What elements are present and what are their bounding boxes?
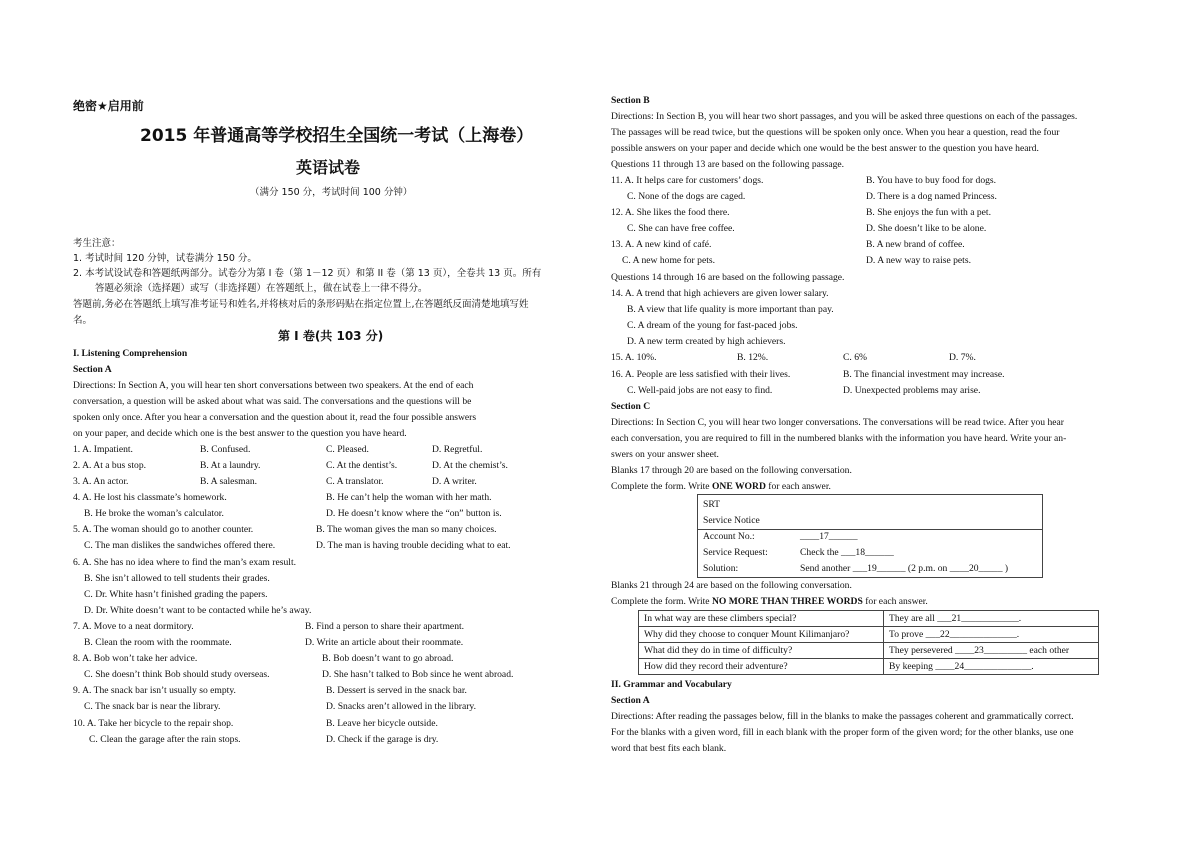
form-instruction xyxy=(611,479,831,495)
directions-line: The passages will be read twice, but the questions will be spoken only once. When you hear a question, read the four xyxy=(611,127,1060,138)
part2-heading: II. Grammar and Vocabulary xyxy=(611,679,732,690)
notice-line: 名。 xyxy=(73,315,93,326)
option: B. The financial investment may increase. xyxy=(843,369,1005,380)
part2-section-heading: Section A xyxy=(611,695,650,706)
option: D. There is a dog named Princess. xyxy=(866,191,997,202)
directions-line: each conversation, you are required to fill in the numbered blanks with the information you have heard. Write your an- xyxy=(611,433,1067,444)
option: C. 6% xyxy=(843,352,867,363)
option: D. A writer. xyxy=(432,476,477,487)
blank-19-20[interactable]: Send another ___19______ (2 p.m. on ____20_____ ) xyxy=(800,563,1009,574)
climbers-form xyxy=(638,610,1099,675)
option: B. Dessert is served in the snack bar. xyxy=(326,685,467,696)
notice-line: 答题必须涂（选择题）或写（非选择题）在答题纸上，做在试卷上一律不得分。 xyxy=(95,283,428,294)
blank-17[interactable]: ____17______ xyxy=(800,531,858,542)
directions-line: possible answers on your paper and decide which one would be the best answer to the question you have heard. xyxy=(611,143,1039,154)
option: C. The snack bar is near the library. xyxy=(84,701,221,712)
notice-line: 1. 考试时间 120 分钟，试卷满分 150 分。 xyxy=(73,253,257,264)
directions-line: Directions: In Section C, you will hear two longer conversations. The conversations will be read twice. After you hear xyxy=(611,417,1065,428)
table-row xyxy=(639,659,1099,675)
option: 7. A. Move to a neat dormitory. xyxy=(73,621,194,632)
option: D. Regretful. xyxy=(432,444,483,455)
form-instruction xyxy=(611,594,928,610)
exam-note: （满分 150 分，考试时间 100 分钟） xyxy=(250,187,413,198)
option: C. A new home for pets. xyxy=(622,255,715,266)
option: C. At the dentist’s. xyxy=(326,460,398,471)
instr-text: Complete the form. Write xyxy=(611,481,712,492)
directions-line: Directions: In Section A, you will hear ten short conversations between two speakers. At the end of each xyxy=(73,380,474,391)
option: 3. A. An actor. xyxy=(73,476,129,487)
option: 12. A. She likes the food there. xyxy=(611,207,730,218)
option: B. A view that life quality is more important than pay. xyxy=(627,304,834,315)
option: C. Dr. White hasn’t finished grading the papers. xyxy=(84,589,268,600)
form-title: SRT xyxy=(703,499,721,510)
directions-line: For the blanks with a given word, fill in each blank with the proper form of the given word; for the other blanks, use one xyxy=(611,727,1074,738)
option: D. The man is having trouble deciding what to eat. xyxy=(316,540,511,551)
notice-line: 答题前,务必在答题纸上填写准考证号和姓名,并将核对后的条形码贴在指定位置上,在答题纸反面清楚地填写姓 xyxy=(73,299,529,310)
instr-bold: NO MORE THAN THREE WORDS xyxy=(711,596,863,607)
option: B. 12%. xyxy=(737,352,769,363)
table-row xyxy=(639,627,1099,643)
table-row xyxy=(639,643,1099,659)
option: B. Leave her bicycle outside. xyxy=(326,718,438,729)
option: 13. A. A new kind of café. xyxy=(611,239,712,250)
directions-line: Directions: After reading the passages below, fill in the blanks to make the passages coherent and grammatically correct. xyxy=(611,711,1074,722)
option: C. A dream of the young for fast-paced jobs. xyxy=(627,320,798,331)
blanks-intro: Blanks 17 through 20 are based on the following conversation. xyxy=(611,465,852,476)
option: D. A new way to raise pets. xyxy=(866,255,971,266)
option: 4. A. He lost his classmate’s homework. xyxy=(73,492,227,503)
option: 6. A. She has no idea where to find the man’s exam result. xyxy=(73,557,297,568)
option: B. He can’t help the woman with her math. xyxy=(326,492,492,503)
option: 14. A. A trend that high achievers are given lower salary. xyxy=(611,288,829,299)
form-question: Why did they choose to conquer Mount Kilimanjaro? xyxy=(639,627,884,643)
option: 15. A. 10%. xyxy=(611,352,657,363)
option: 8. A. Bob won’t take her advice. xyxy=(73,653,198,664)
option: B. He broke the woman’s calculator. xyxy=(84,508,224,519)
option: 16. A. People are less satisfied with their lives. xyxy=(611,369,791,380)
exam-subtitle: 英语试卷 xyxy=(296,158,361,177)
option: 9. A. The snack bar isn’t usually so empty. xyxy=(73,685,236,696)
notice-line: 2. 本考试设试卷和答题纸两部分。试卷分为第 I 卷（第 1－12 页）和第 II 卷（第 13 页），全卷共 13 页。所有 xyxy=(73,268,542,279)
option: D. Dr. White doesn’t want to be contacted while he’s away. xyxy=(84,605,312,616)
option: B. Clean the room with the roommate. xyxy=(84,637,232,648)
option: C. Well-paid jobs are not easy to find. xyxy=(627,385,773,396)
option: 2. A. At a bus stop. xyxy=(73,460,147,471)
option: D. Write an article about their roommate. xyxy=(305,637,464,648)
form-subtitle: Service Notice xyxy=(703,515,760,526)
blank-22[interactable]: To prove ___22______________. xyxy=(884,627,1099,643)
option: C. She doesn’t think Bob should study overseas. xyxy=(84,669,270,680)
option: C. The man dislikes the sandwiches offered there. xyxy=(84,540,276,551)
option: B. A salesman. xyxy=(200,476,258,487)
form-label: Service Request: xyxy=(703,547,768,558)
directions-line: conversation, a question will be asked about what was said. The conversations and the questions will be xyxy=(73,396,472,407)
blanks-intro: Blanks 21 through 24 are based on the following conversation. xyxy=(611,580,852,591)
option: C. None of the dogs are caged. xyxy=(627,191,746,202)
option: B. Confused. xyxy=(200,444,251,455)
blank-24[interactable]: By keeping ____24______________. xyxy=(884,659,1099,675)
part1-title: 第 I 卷(共 103 分) xyxy=(278,329,384,343)
directions-line: spoken only once. After you hear a conversation and the question about it, read the four possible answers xyxy=(73,412,477,423)
srt-form xyxy=(697,494,1043,578)
option: D. Snacks aren’t allowed in the library. xyxy=(326,701,476,712)
exam-title: 2015 年普通高等学校招生全国统一考试（上海卷） xyxy=(140,126,534,146)
section-c-heading: Section C xyxy=(611,401,651,412)
option: B. She enjoys the fun with a pet. xyxy=(866,207,991,218)
section-a-heading: Section A xyxy=(73,364,112,375)
form-question: How did they record their adventure? xyxy=(639,659,884,675)
option: C. Pleased. xyxy=(326,444,369,455)
form-question: What did they do in time of difficulty? xyxy=(639,643,884,659)
directions-line: swers on your answer sheet. xyxy=(611,449,719,460)
option: B. A new brand of coffee. xyxy=(866,239,965,250)
option: D. At the chemist’s. xyxy=(432,460,508,471)
option: B. Bob doesn’t want to go abroad. xyxy=(322,653,454,664)
blank-18[interactable]: Check the ___18______ xyxy=(800,547,894,558)
option: B. She isn’t allowed to tell students their grades. xyxy=(84,573,270,584)
option: 5. A. The woman should go to another counter. xyxy=(73,524,254,535)
option: D. 7%. xyxy=(949,352,976,363)
option: B. At a laundry. xyxy=(200,460,261,471)
option: 10. A. Take her bicycle to the repair shop. xyxy=(73,718,234,729)
option: 11. A. It helps care for customers’ dogs. xyxy=(611,175,764,186)
form-question: In what way are these climbers special? xyxy=(639,611,884,627)
option: D. She doesn’t like to be alone. xyxy=(866,223,987,234)
option: C. Clean the garage after the rain stops. xyxy=(89,734,241,745)
option: 1. A. Impatient. xyxy=(73,444,133,455)
section-b-heading: Section B xyxy=(611,95,650,106)
option: D. She hasn’t talked to Bob since he went abroad. xyxy=(322,669,514,680)
passage-intro: Questions 11 through 13 are based on the following passage. xyxy=(611,159,845,170)
option: C. A translator. xyxy=(326,476,384,487)
directions-line: word that best fits each blank. xyxy=(611,743,727,754)
table-row xyxy=(639,611,1099,627)
directions-line: on your paper, and decide which one is the best answer to the question you have heard. xyxy=(73,428,407,439)
blank-23[interactable]: They persevered ____23_________ each other xyxy=(884,643,1099,659)
instr-text: for each answer. xyxy=(765,481,831,492)
option: C. She can have free coffee. xyxy=(627,223,735,234)
section-heading: I. Listening Comprehension xyxy=(73,348,188,359)
blank-21[interactable]: They are all ___21____________. xyxy=(884,611,1099,627)
instr-text: Complete the form. Write xyxy=(611,596,712,607)
option: B. Find a person to share their apartment. xyxy=(305,621,465,632)
instr-bold: ONE WORD xyxy=(711,481,766,492)
option: D. Unexpected problems may arise. xyxy=(843,385,981,396)
passage-intro: Questions 14 through 16 are based on the following passage. xyxy=(611,272,845,283)
form-label: Solution: xyxy=(703,563,739,574)
option: B. You have to buy food for dogs. xyxy=(866,175,997,186)
option: D. A new term created by high achievers. xyxy=(627,336,786,347)
option: B. The woman gives the man so many choices. xyxy=(316,524,497,535)
option: D. He doesn’t know where the “on” button is. xyxy=(326,508,502,519)
form-label: Account No.: xyxy=(703,531,755,542)
notice-heading: 考生注意： xyxy=(73,238,121,249)
directions-line: Directions: In Section B, you will hear two short passages, and you will be asked three questions on each of the passages. xyxy=(611,111,1078,122)
secret-label: 绝密★启用前 xyxy=(73,99,144,113)
instr-text: for each answer. xyxy=(862,596,928,607)
option: D. Check if the garage is dry. xyxy=(326,734,439,745)
